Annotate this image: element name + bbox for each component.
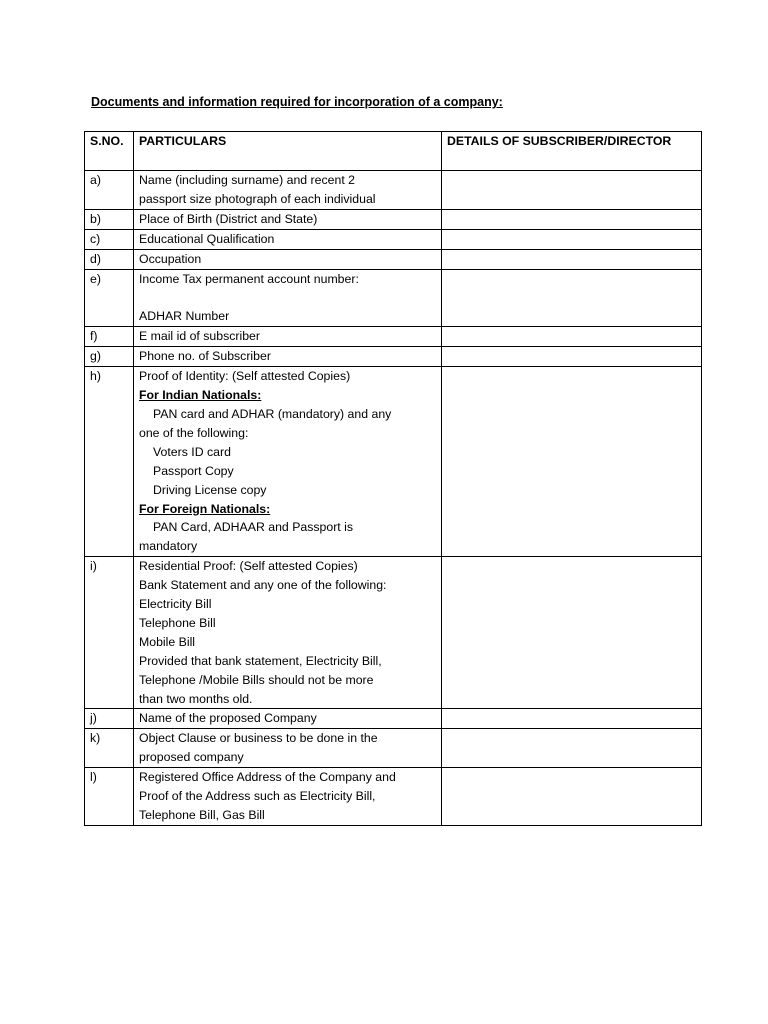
table-row — [85, 171, 702, 210]
table-row — [85, 557, 702, 709]
row-sno: a) — [85, 171, 134, 210]
table-header-row — [85, 132, 702, 171]
indian-nationals-subheading: For Indian Nationals: — [139, 388, 262, 403]
row-details — [442, 557, 702, 709]
row-details — [442, 709, 702, 729]
row-sno: k) — [85, 729, 134, 768]
header-details: DETAILS OF SUBSCRIBER/DIRECTOR — [442, 132, 702, 171]
table-row — [85, 229, 702, 249]
row-particulars: Occupation — [134, 249, 442, 269]
page-title: Documents and information required for incorporation of a company: — [91, 95, 503, 109]
row-particulars: Educational Qualification — [134, 229, 442, 249]
requirements-table — [84, 131, 702, 826]
row-details — [442, 269, 702, 327]
row-particulars: Income Tax permanent account number: ADHAR Number — [134, 269, 442, 327]
row-sno: g) — [85, 347, 134, 367]
table-row — [85, 327, 702, 347]
row-sno: j) — [85, 709, 134, 729]
row-details — [442, 209, 702, 229]
row-details — [442, 229, 702, 249]
row-sno: e) — [85, 269, 134, 327]
row-particulars: Phone no. of Subscriber — [134, 347, 442, 367]
row-details — [442, 249, 702, 269]
table-row — [85, 249, 702, 269]
row-sno: l) — [85, 768, 134, 826]
row-sno: c) — [85, 229, 134, 249]
table-row — [85, 269, 702, 327]
row-details — [442, 729, 702, 768]
row-particulars: Residential Proof: (Self attested Copies) Bank Statement and any one of the following: Electricity Bill Telephone Bill Mobile Bill Provided that bank statement, Electricity Bill, Telephone /Mobile Bills should not be more than two months old. — [134, 557, 442, 709]
table-row — [85, 768, 702, 826]
row-sno: f) — [85, 327, 134, 347]
row-particulars: Object Clause or business to be done in the proposed company — [134, 729, 442, 768]
row-details — [442, 327, 702, 347]
table-row — [85, 209, 702, 229]
header-sno: S.NO. — [85, 132, 134, 171]
table-row — [85, 709, 702, 729]
row-sno: b) — [85, 209, 134, 229]
table-row — [85, 729, 702, 768]
row-particulars: E mail id of subscriber — [134, 327, 442, 347]
row-sno: h) — [85, 367, 134, 557]
row-particulars: Name (including surname) and recent 2 passport size photograph of each individual — [134, 171, 442, 210]
table-row — [85, 347, 702, 367]
row-details — [442, 367, 702, 557]
row-particulars: Registered Office Address of the Company and Proof of the Address such as Electricity Bill, Telephone Bill, Gas Bill — [134, 768, 442, 826]
table-row — [85, 367, 702, 557]
row-particulars: Place of Birth (District and State) — [134, 209, 442, 229]
row-particulars: Name of the proposed Company — [134, 709, 442, 729]
header-particulars: PARTICULARS — [134, 132, 442, 171]
row-sno: d) — [85, 249, 134, 269]
row-particulars: Proof of Identity: (Self attested Copies) For Indian Nationals: PAN card and ADHAR (mandatory) and any one of the following: Voters ID card Passport Copy Driving License copy For Foreign Nationals: PAN Card, ADHAAR and Passport is mandatory — [134, 367, 442, 557]
row-details — [442, 171, 702, 210]
row-details — [442, 347, 702, 367]
foreign-nationals-subheading: For Foreign Nationals: — [139, 501, 271, 516]
row-details — [442, 768, 702, 826]
row-sno: i) — [85, 557, 134, 709]
